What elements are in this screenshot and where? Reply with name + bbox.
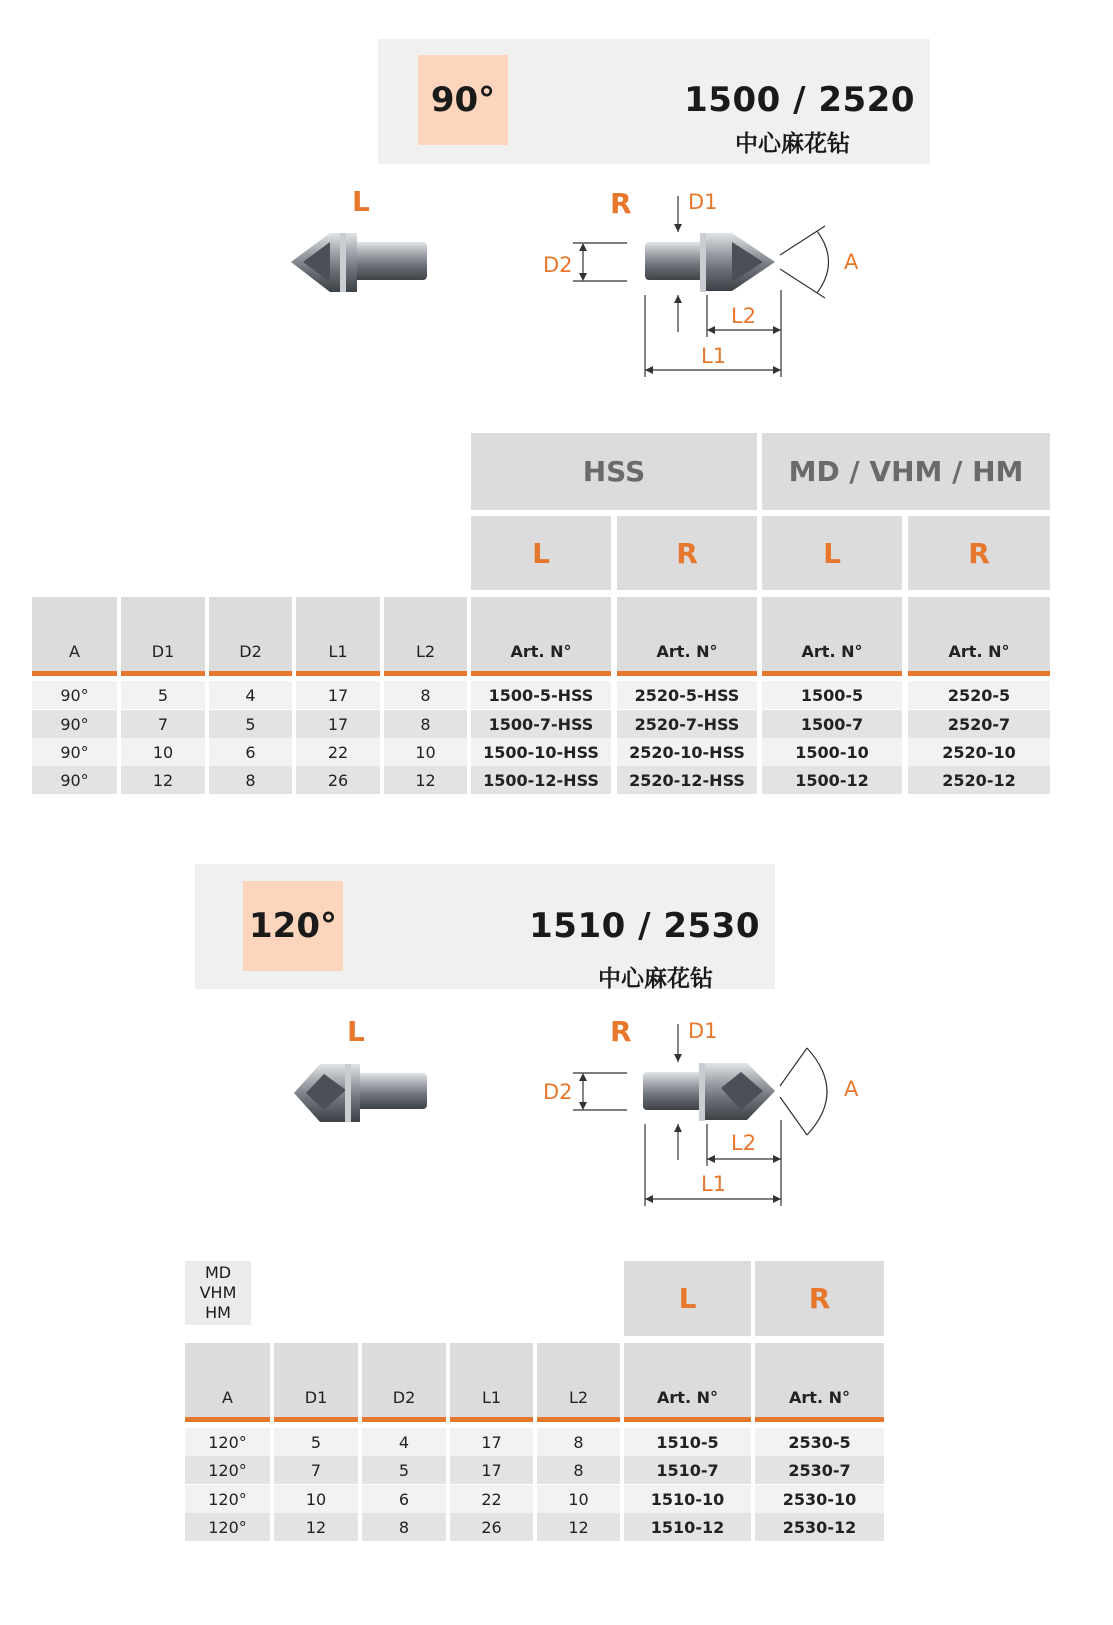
section2-dim-l2: L2 [731, 1131, 757, 1155]
table-cell: 12 [274, 1513, 358, 1541]
table-cell: 1500-12-HSS [471, 766, 611, 794]
section1-dim-a: A [844, 250, 859, 274]
table-cell: 26 [450, 1513, 533, 1541]
table-cell: 1510-5 [624, 1428, 751, 1456]
table-cell: 120° [185, 1513, 270, 1541]
group-header-md-vhm-hm: MD / VHM / HM [762, 433, 1050, 510]
section1-product-code: 1500 / 2520 [684, 80, 915, 120]
table-cell: 90° [32, 766, 117, 794]
section1-dim-l2: L2 [731, 304, 757, 328]
right-hand-countersink-drawing-2 [535, 1020, 865, 1210]
table-cell: 2530-7 [755, 1456, 884, 1484]
section2-dim-d2: D2 [543, 1080, 573, 1104]
table-cell: 17 [296, 681, 380, 709]
table-cell: 2520-12 [908, 766, 1050, 794]
hand-header-r: R [908, 516, 1050, 590]
table-cell: 22 [450, 1485, 533, 1513]
left-hand-countersink-drawing-2 [290, 1060, 430, 1126]
column-header-d1: D1 [274, 1343, 358, 1422]
section2-dim-l1: L1 [701, 1172, 727, 1196]
material-label: HM [205, 1303, 231, 1322]
table-cell: 2520-12-HSS [617, 766, 757, 794]
column-header-art-no: Art. N° [762, 597, 902, 676]
table-cell: 4 [362, 1428, 446, 1456]
table-cell: 6 [362, 1485, 446, 1513]
column-header-l1: L1 [450, 1343, 533, 1422]
table-cell: 8 [362, 1513, 446, 1541]
column-header-d2: D2 [209, 597, 292, 676]
table-cell: 2520-5-HSS [617, 681, 757, 709]
table-cell: 7 [274, 1456, 358, 1484]
material-label: VHM [199, 1283, 237, 1302]
section1-left-label: L [352, 185, 370, 218]
section1-subtitle: 中心麻花钻 [735, 131, 850, 157]
table-cell: 4 [209, 681, 292, 709]
table-cell: 12 [121, 766, 205, 794]
table-cell: 12 [384, 766, 467, 794]
material-label: MD [204, 1263, 232, 1282]
section2-subtitle: 中心麻花钻 [598, 966, 713, 992]
section2-dim-a: A [844, 1077, 859, 1101]
column-header-a: A [185, 1343, 270, 1422]
left-hand-countersink-drawing-1 [285, 230, 430, 300]
section1-right-label: R [610, 187, 632, 220]
table-cell: 17 [296, 710, 380, 738]
table-cell: 10 [384, 738, 467, 766]
table-cell: 1500-7-HSS [471, 710, 611, 738]
table-cell: 8 [384, 710, 467, 738]
table-cell: 1510-12 [624, 1513, 751, 1541]
hand-header-r: R [617, 516, 757, 590]
hand-header-l: L [762, 516, 902, 590]
material-badge [185, 1261, 251, 1325]
table-cell: 5 [209, 710, 292, 738]
column-header-d1: D1 [121, 597, 205, 676]
column-header-d2: D2 [362, 1343, 446, 1422]
column-header-art-no: Art. N° [471, 597, 611, 676]
group-header-hss: HSS [471, 433, 757, 510]
section1-dim-d1: D1 [688, 190, 718, 214]
table-cell: 6 [209, 738, 292, 766]
section2-right-label: R [610, 1015, 632, 1048]
column-header-a: A [32, 597, 117, 676]
right-hand-countersink-drawing-1 [535, 190, 865, 380]
table-cell: 5 [121, 681, 205, 709]
table-cell: 2520-10 [908, 738, 1050, 766]
table-cell: 90° [32, 681, 117, 709]
table-cell: 26 [296, 766, 380, 794]
table-cell: 2530-5 [755, 1428, 884, 1456]
column-header-art-no: Art. N° [617, 597, 757, 676]
table-cell: 17 [450, 1456, 533, 1484]
table-cell: 120° [185, 1428, 270, 1456]
table-cell: 5 [274, 1428, 358, 1456]
table-cell: 120° [185, 1456, 270, 1484]
table-cell: 2520-7 [908, 710, 1050, 738]
section2-product-code: 1510 / 2530 [529, 906, 760, 946]
table-cell: 8 [209, 766, 292, 794]
column-header-l1: L1 [296, 597, 380, 676]
table-cell: 7 [121, 710, 205, 738]
table-cell: 1510-7 [624, 1456, 751, 1484]
column-header-art-no: Art. N° [755, 1343, 884, 1422]
table-cell: 2520-10-HSS [617, 738, 757, 766]
table-cell: 8 [384, 681, 467, 709]
table-cell: 120° [185, 1485, 270, 1513]
hand-header-l: L [471, 516, 611, 590]
hand-header-l: L [624, 1261, 751, 1336]
column-header-l2: L2 [537, 1343, 620, 1422]
table-cell: 1500-7 [762, 710, 902, 738]
table-cell: 2530-10 [755, 1485, 884, 1513]
table-cell: 2520-7-HSS [617, 710, 757, 738]
table-cell: 90° [32, 738, 117, 766]
column-header-l2: L2 [384, 597, 467, 676]
table-cell: 10 [274, 1485, 358, 1513]
section1-dim-d2: D2 [543, 253, 573, 277]
table-cell: 8 [537, 1428, 620, 1456]
table-cell: 1500-10 [762, 738, 902, 766]
table-cell: 1500-12 [762, 766, 902, 794]
table-cell: 1500-5-HSS [471, 681, 611, 709]
table-cell: 2520-5 [908, 681, 1050, 709]
table-cell: 1500-10-HSS [471, 738, 611, 766]
table-cell: 1500-5 [762, 681, 902, 709]
table-cell: 8 [537, 1456, 620, 1484]
section1-angle-badge: 90° [418, 55, 508, 145]
column-header-art-no: Art. N° [908, 597, 1050, 676]
table-cell: 10 [121, 738, 205, 766]
table-cell: 2530-12 [755, 1513, 884, 1541]
table-cell: 22 [296, 738, 380, 766]
table-cell: 90° [32, 710, 117, 738]
hand-header-r: R [755, 1261, 884, 1336]
table-cell: 5 [362, 1456, 446, 1484]
section2-left-label: L [347, 1015, 365, 1048]
column-header-art-no: Art. N° [624, 1343, 751, 1422]
section1-dim-l1: L1 [701, 344, 727, 368]
table-cell: 1510-10 [624, 1485, 751, 1513]
section2-dim-d1: D1 [688, 1019, 718, 1043]
table-cell: 10 [537, 1485, 620, 1513]
table-cell: 12 [537, 1513, 620, 1541]
section2-angle-badge: 120° [243, 881, 343, 971]
table-cell: 17 [450, 1428, 533, 1456]
